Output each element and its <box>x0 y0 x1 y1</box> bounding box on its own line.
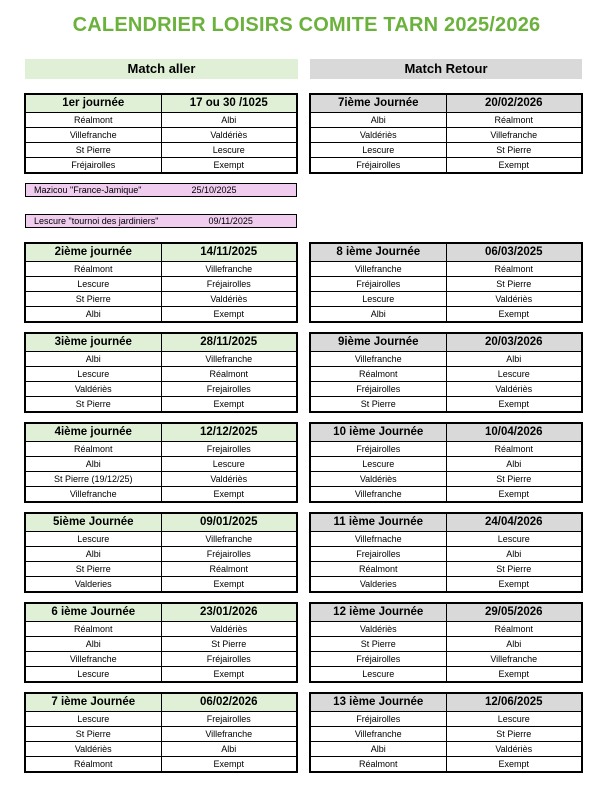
away-team: Exempt <box>446 307 582 321</box>
home-team: Albi <box>370 115 386 125</box>
match-row <box>311 726 581 741</box>
home-team: St Pierre <box>360 399 396 409</box>
round-date: 17 ou 30 /1025 <box>161 95 297 112</box>
away-team: Villefranche <box>161 727 297 741</box>
event-name: Mazicou "France-Jamique" <box>34 185 142 195</box>
away-team: Valdériès <box>161 292 297 306</box>
round-header-row <box>26 604 296 622</box>
match-row <box>311 381 581 396</box>
round-date: 24/04/2026 <box>446 514 582 531</box>
round-label: 6 ième Journée <box>51 606 136 618</box>
round-header-row <box>311 95 581 113</box>
home-team: Lescure <box>362 294 395 304</box>
away-team: Réalmont <box>446 113 582 127</box>
home-team: Fréjairolles <box>356 160 401 170</box>
away-team: St Pierre <box>161 637 297 651</box>
away-team: Valdériès <box>161 472 297 486</box>
round-date: 28/11/2025 <box>161 334 297 351</box>
away-team: Fréjairolles <box>161 277 297 291</box>
home-team: St Pierre <box>75 729 111 739</box>
round-table-retour <box>309 512 583 593</box>
away-team: Exempt <box>446 667 582 681</box>
round-date: 20/03/2026 <box>446 334 582 351</box>
match-row <box>26 157 296 172</box>
away-team: Réalmont <box>446 262 582 276</box>
home-team: Réalmont <box>358 369 398 379</box>
away-team: Exempt <box>446 397 582 411</box>
away-team: Frejairolles <box>161 712 297 726</box>
round-label: 7ième Journée <box>337 97 419 109</box>
home-team: Fréjairolles <box>356 279 401 289</box>
home-team: St Pierre <box>75 294 111 304</box>
round-date: 29/05/2026 <box>446 604 582 621</box>
away-team: St Pierre <box>446 727 582 741</box>
away-team: Fréjairolles <box>161 652 297 666</box>
match-row <box>311 276 581 291</box>
home-team: Réalmont <box>358 564 398 574</box>
match-row <box>311 486 581 501</box>
match-row <box>311 366 581 381</box>
match-row <box>26 741 296 756</box>
round-label: 1er journée <box>62 97 125 109</box>
home-team: Réalmont <box>73 759 113 769</box>
home-team: Albi <box>85 309 101 319</box>
away-team: Exempt <box>446 487 582 501</box>
match-row <box>26 366 296 381</box>
home-team: Fréjairolles <box>356 654 401 664</box>
round-date: 12/06/2025 <box>446 694 582 711</box>
away-team: Valdériès <box>446 382 582 396</box>
round-header-row <box>311 604 581 622</box>
match-row <box>26 622 296 636</box>
event-row <box>25 183 297 197</box>
match-row <box>26 352 296 366</box>
home-team: Villefrnache <box>354 534 402 544</box>
match-row <box>311 756 581 771</box>
home-team: Frejairolles <box>356 549 401 559</box>
round-table-retour <box>309 692 583 773</box>
away-team: Fréjairolles <box>161 547 297 561</box>
match-row <box>26 726 296 741</box>
home-team: Villefranche <box>69 130 117 140</box>
event-date: 25/10/2025 <box>191 185 237 195</box>
match-row <box>311 291 581 306</box>
home-team: Valdériès <box>74 384 112 394</box>
away-team: Exempt <box>161 757 297 771</box>
away-team: Valdériès <box>446 742 582 756</box>
home-team: St Pierre <box>75 399 111 409</box>
away-team: Réalmont <box>161 562 297 576</box>
home-team: Villefranche <box>354 489 402 499</box>
match-row <box>311 306 581 321</box>
home-team: Lescure <box>77 369 110 379</box>
match-row <box>26 532 296 546</box>
away-team: Villefranche <box>161 262 297 276</box>
home-team: Villefranche <box>354 264 402 274</box>
away-team: Valdériès <box>446 292 582 306</box>
home-team: Villefranche <box>69 489 117 499</box>
home-team: Villefranche <box>354 729 402 739</box>
round-header-row <box>26 514 296 532</box>
match-row <box>311 666 581 681</box>
round-table-aller <box>24 332 298 413</box>
away-team: Villefranche <box>446 652 582 666</box>
match-row <box>26 456 296 471</box>
match-row <box>311 262 581 276</box>
round-table-aller <box>24 93 298 174</box>
home-team: Réalmont <box>73 444 113 454</box>
home-team: St Pierre <box>360 639 396 649</box>
round-date: 12/12/2025 <box>161 424 297 441</box>
match-row <box>26 576 296 591</box>
round-header-row <box>26 424 296 442</box>
away-team: Albi <box>446 457 582 471</box>
match-row <box>311 532 581 546</box>
home-team: Fréjairolles <box>71 160 116 170</box>
match-row <box>311 352 581 366</box>
home-team: Fréjairolles <box>356 444 401 454</box>
away-team: Villefranche <box>161 532 297 546</box>
home-team: Villefranche <box>69 654 117 664</box>
away-team: Exempt <box>161 307 297 321</box>
round-date: 10/04/2026 <box>446 424 582 441</box>
match-row <box>26 113 296 127</box>
match-row <box>26 471 296 486</box>
away-team: Valdériès <box>161 128 297 142</box>
home-team: Valderies <box>74 579 112 589</box>
away-team: St Pierre <box>446 143 582 157</box>
match-row <box>311 113 581 127</box>
match-row <box>311 546 581 561</box>
home-team: Albi <box>370 744 386 754</box>
away-team: Exempt <box>446 577 582 591</box>
home-team: Albi <box>85 459 101 469</box>
away-team: Albi <box>446 547 582 561</box>
home-team: Lescure <box>77 279 110 289</box>
round-header-row <box>26 334 296 352</box>
away-team: Lescure <box>446 712 582 726</box>
home-team: Réalmont <box>358 759 398 769</box>
round-table-aller <box>24 602 298 683</box>
away-team: Exempt <box>446 757 582 771</box>
match-row <box>26 291 296 306</box>
round-table-retour <box>309 93 583 174</box>
round-header-row <box>311 514 581 532</box>
match-row <box>26 546 296 561</box>
round-label: 7 ième Journée <box>51 696 136 708</box>
round-header-row <box>311 334 581 352</box>
away-team: Frejairolles <box>161 382 297 396</box>
round-table-aller <box>24 242 298 323</box>
round-table-aller <box>24 422 298 503</box>
round-table-retour <box>309 422 583 503</box>
match-row <box>311 142 581 157</box>
away-team: Exempt <box>446 158 582 172</box>
round-header-row <box>311 694 581 712</box>
round-date: 14/11/2025 <box>161 244 297 261</box>
away-team: Lescure <box>446 367 582 381</box>
match-row <box>26 396 296 411</box>
event-name: Lescure "tournoi des jardiniers" <box>34 216 159 226</box>
match-row <box>311 471 581 486</box>
match-row <box>311 636 581 651</box>
home-team: Valdériès <box>359 130 397 140</box>
round-label: 5ième Journée <box>52 516 134 528</box>
away-team: Exempt <box>161 487 297 501</box>
match-row <box>26 712 296 726</box>
away-team: Exempt <box>161 577 297 591</box>
event-date: 09/11/2025 <box>208 216 253 226</box>
home-team: St Pierre (19/12/25) <box>53 474 133 484</box>
match-row <box>311 127 581 142</box>
away-team: Lescure <box>161 143 297 157</box>
away-team: Albi <box>161 113 297 127</box>
match-row <box>26 486 296 501</box>
match-row <box>311 712 581 726</box>
match-row <box>311 576 581 591</box>
away-team: St Pierre <box>446 562 582 576</box>
match-row <box>26 636 296 651</box>
home-team: Albi <box>85 639 101 649</box>
match-row <box>26 666 296 681</box>
round-date: 20/02/2026 <box>446 95 582 112</box>
match-row <box>311 396 581 411</box>
round-header-row <box>26 95 296 113</box>
match-row <box>311 157 581 172</box>
home-team: Réalmont <box>73 264 113 274</box>
away-team: Albi <box>446 637 582 651</box>
home-team: Fréjairolles <box>356 714 401 724</box>
match-aller-header: Match aller <box>25 59 298 79</box>
round-date: 09/01/2025 <box>161 514 297 531</box>
round-label: 2ième journée <box>54 246 132 258</box>
match-retour-header: Match Retour <box>310 59 582 79</box>
round-header-row <box>26 244 296 262</box>
round-label: 4ième journée <box>54 426 132 438</box>
away-team: St Pierre <box>446 472 582 486</box>
match-row <box>26 306 296 321</box>
away-team: Réalmont <box>161 367 297 381</box>
away-team: Villefranche <box>161 352 297 366</box>
match-row <box>26 276 296 291</box>
round-table-retour <box>309 242 583 323</box>
home-team: Valdériès <box>359 474 397 484</box>
match-row <box>311 561 581 576</box>
away-team: Albi <box>161 742 297 756</box>
away-team: Réalmont <box>446 442 582 456</box>
match-row <box>311 456 581 471</box>
match-row <box>311 651 581 666</box>
away-team: Frejairolles <box>161 442 297 456</box>
match-row <box>26 561 296 576</box>
home-team: St Pierre <box>75 145 111 155</box>
round-label: 12 ième Journée <box>333 606 424 618</box>
away-team: Exempt <box>161 397 297 411</box>
away-team: Albi <box>446 352 582 366</box>
round-table-aller <box>24 512 298 593</box>
round-label: 10 ième Journée <box>333 426 424 438</box>
home-team: St Pierre <box>75 564 111 574</box>
home-team: Valderies <box>359 579 397 589</box>
home-team: Lescure <box>362 145 395 155</box>
away-team: Exempt <box>161 158 297 172</box>
page-title: CALENDRIER LOISIRS COMITE TARN 2025/2026 <box>72 14 541 36</box>
match-row <box>311 622 581 636</box>
home-team: Réalmont <box>73 115 113 125</box>
event-row <box>25 214 297 228</box>
match-row <box>26 442 296 456</box>
match-row <box>26 651 296 666</box>
match-row <box>311 741 581 756</box>
match-row <box>26 381 296 396</box>
home-team: Albi <box>85 354 101 364</box>
away-team: Villefranche <box>446 128 582 142</box>
match-row <box>26 262 296 276</box>
home-team: Fréjairolles <box>356 384 401 394</box>
home-team: Valdériès <box>74 744 112 754</box>
home-team: Albi <box>370 309 386 319</box>
home-team: Lescure <box>77 534 110 544</box>
match-row <box>26 127 296 142</box>
match-row <box>26 756 296 771</box>
away-team: Lescure <box>446 532 582 546</box>
home-team: Lescure <box>362 669 395 679</box>
away-team: Exempt <box>161 667 297 681</box>
round-date: 06/03/2025 <box>446 244 582 261</box>
round-label: 11 ième Journée <box>333 516 423 528</box>
match-row <box>26 142 296 157</box>
round-label: 13 ième Journée <box>333 696 424 708</box>
round-header-row <box>311 424 581 442</box>
round-date: 06/02/2026 <box>161 694 297 711</box>
home-team: Albi <box>85 549 101 559</box>
home-team: Lescure <box>77 669 110 679</box>
round-header-row <box>311 244 581 262</box>
round-table-retour <box>309 602 583 683</box>
away-team: St Pierre <box>446 277 582 291</box>
home-team: Réalmont <box>73 624 113 634</box>
away-team: Valdériès <box>161 622 297 636</box>
away-team: Lescure <box>161 457 297 471</box>
home-team: Valdériès <box>359 624 397 634</box>
home-team: Lescure <box>362 459 395 469</box>
round-header-row <box>26 694 296 712</box>
round-label: 3ième journée <box>54 336 132 348</box>
match-row <box>311 442 581 456</box>
away-team: Réalmont <box>446 622 582 636</box>
home-team: Lescure <box>77 714 110 724</box>
round-date: 23/01/2026 <box>161 604 297 621</box>
home-team: Villefranche <box>354 354 402 364</box>
round-label: 9ième Journée <box>337 336 419 348</box>
round-label: 8 ième Journée <box>336 246 421 258</box>
round-table-aller <box>24 692 298 773</box>
round-table-retour <box>309 332 583 413</box>
